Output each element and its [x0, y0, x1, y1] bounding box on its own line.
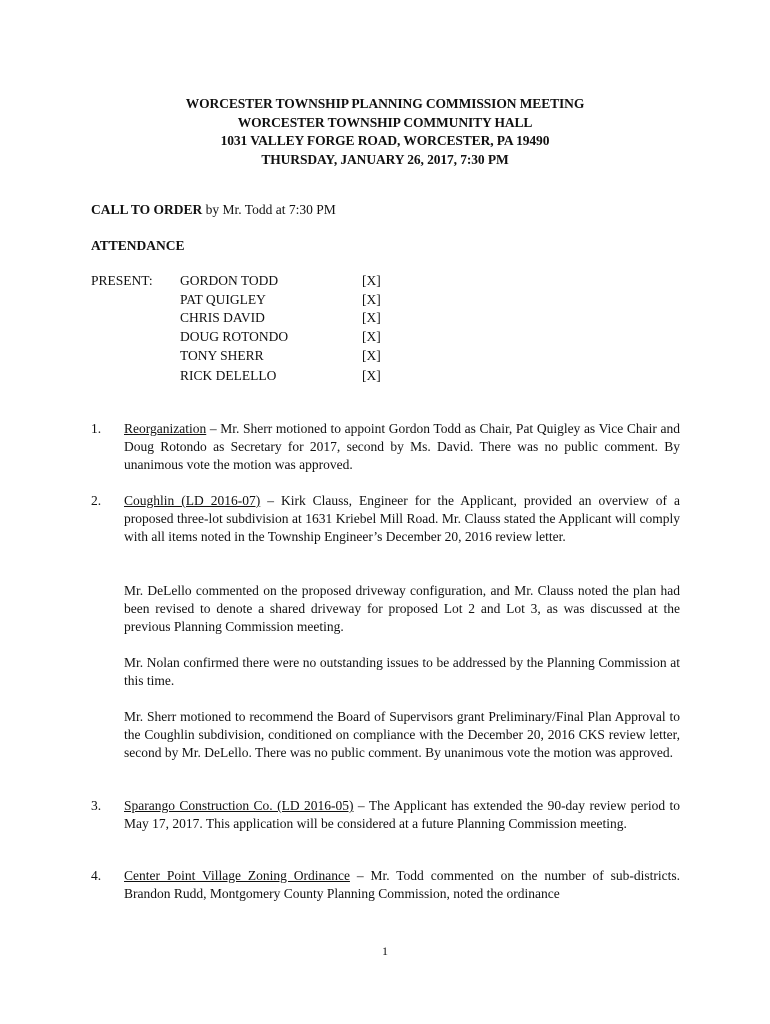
- item-paragraph: Mr. Nolan confirmed there were no outstanding issues to be addressed by the Planning Commission at this time.: [124, 655, 680, 689]
- meeting-header: [0, 95, 770, 169]
- item-text: – Mr. Todd commented on the number of sub-districts. Brandon Rudd, Montgomery County Planning Commission, noted the ordinance: [124, 868, 680, 902]
- header-line-1: WORCESTER TOWNSHIP PLANNING COMMISSION MEETING: [185, 96, 585, 111]
- item-title: Reorganization: [124, 421, 207, 436]
- member-mark: [X]: [362, 348, 381, 363]
- member-name: TONY SHERR: [180, 348, 264, 363]
- agenda-item-center-point: [124, 867, 680, 903]
- item-paragraph: Mr. Sherr motioned to recommend the Board of Supervisors grant Preliminary/Final Plan Approval to the Coughlin subdivision, conditioned on compliance with the December 20, 2016 CKS review letter, second by Mr. DeLello. There was no public comment. By unanimous vote the motion was approved.: [124, 709, 680, 761]
- item-title: Center Point Village Zoning Ordinance: [124, 868, 350, 883]
- item-number: 3.: [91, 798, 102, 813]
- member-mark: [X]: [362, 368, 381, 383]
- header-line-2: WORCESTER TOWNSHIP COMMUNITY HALL: [237, 114, 533, 130]
- member-name: PAT QUIGLEY: [180, 292, 266, 307]
- header-line-3: 1031 VALLEY FORGE ROAD, WORCESTER, PA 19490: [220, 133, 550, 148]
- attendance-heading: ATTENDANCE: [91, 238, 185, 253]
- member-name: RICK DELELLO: [180, 368, 277, 383]
- member-mark: [X]: [362, 273, 381, 288]
- member-mark: [X]: [362, 310, 381, 325]
- agenda-item-reorganization: [124, 420, 680, 475]
- item-title: Sparango Construction Co. (LD 2016-05): [124, 798, 354, 813]
- header-line-4: THURSDAY, JANUARY 26, 2017, 7:30 PM: [261, 151, 509, 167]
- item-text: – Kirk Clauss, Engineer for the Applicant, provided an overview of a proposed three-lot subdivision at 1631 Kriebel Mill Road. Mr. Clauss stated the Applicant will comply with all items noted in the Township Engineer’s December 20, 2016 review letter.: [124, 493, 680, 545]
- item-number: 4.: [91, 868, 102, 883]
- item-title: Coughlin (LD 2016-07): [124, 493, 261, 508]
- item-number: 1.: [91, 421, 102, 436]
- member-mark: [X]: [362, 329, 381, 344]
- agenda-item-sparango: [124, 797, 680, 833]
- member-name: GORDON TODD: [180, 273, 279, 288]
- member-mark: [X]: [362, 292, 381, 307]
- item-text: – Mr. Sherr motioned to appoint Gordon Todd as Chair, Pat Quigley as Vice Chair and Doug Rotondo as Secretary for 2017, second by Ms. David. There was no public comment. By unanimous vote the motion was approved.: [124, 421, 680, 473]
- item-number: 2.: [91, 493, 102, 508]
- page-number: 1: [382, 944, 388, 958]
- agenda-item-coughlin: [124, 492, 680, 547]
- item-text: – The Applicant has extended the 90-day review period to May 17, 2017. This application will be considered at a future Planning Commission meeting.: [124, 798, 681, 832]
- call-to-order-label: CALL TO ORDER: [91, 202, 203, 217]
- member-name: CHRIS DAVID: [180, 310, 265, 325]
- call-to-order-text: by Mr. Todd at 7:30 PM: [202, 202, 336, 217]
- member-name: DOUG ROTONDO: [180, 329, 289, 344]
- item-paragraph: Mr. DeLello commented on the proposed driveway configuration, and Mr. Clauss noted the plan had been revised to denote a shared driveway for proposed Lot 2 and Lot 3, as was discussed at the previous Planning Commission meeting.: [124, 583, 680, 635]
- present-label: PRESENT:: [91, 273, 153, 288]
- call-to-order: [91, 201, 336, 219]
